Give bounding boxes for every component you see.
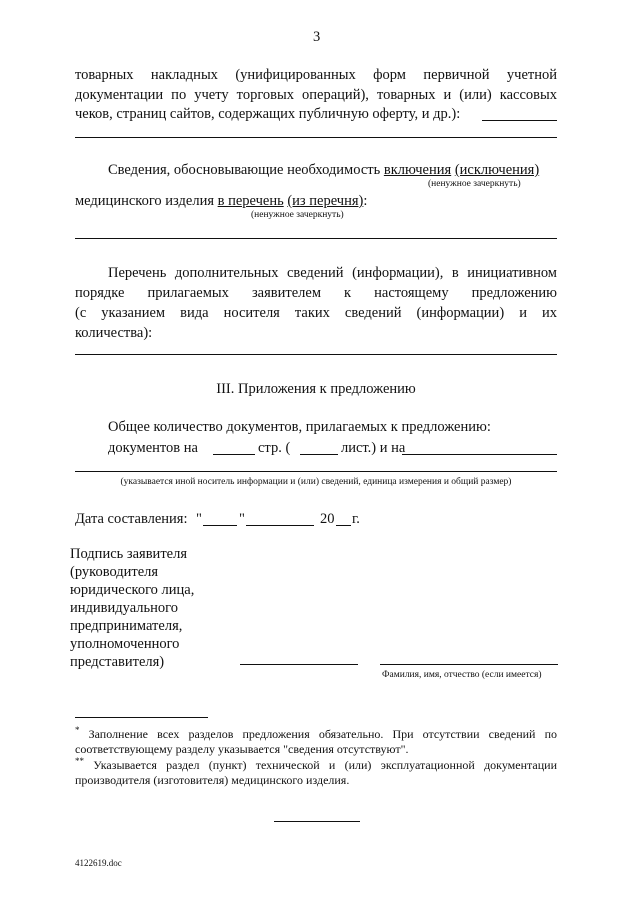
sheets-label: лист.) и на [341,440,406,456]
from-list-option: (из перечня) [287,193,364,209]
signature-label-line: индивидуального [70,600,178,616]
year-prefix: 20 [320,511,335,527]
footnote-line: соответствующему разделу указывается "сведения отсутствуют". [75,742,409,756]
exclusion-option: (исключения) [454,162,540,178]
footnote-mark: * [75,725,80,735]
name-line [380,664,558,665]
name-note: Фамилия, имя, отчество (если имеется) [382,670,542,680]
year-suffix: г. [352,511,360,527]
quote-open: " [196,511,202,527]
signature-label-line: юридического лица, [70,582,195,598]
fill-in-line [75,238,557,239]
signature-label-line: уполномоченного [70,636,180,652]
justification-text: Сведения, обосновывающие необходимость [108,162,381,178]
pages-label: стр. ( [258,440,291,456]
paragraph-line: Перечень дополнительных сведений (информации), в инициативном [108,265,557,281]
footnote-separator [75,717,208,718]
signature-line [240,664,358,665]
paragraph-line [75,193,367,209]
docs-on-label: документов на [108,440,198,456]
date-label: Дата составления: [75,511,188,527]
fill-in-line [75,471,557,472]
signature-label-line: (руководителя [70,564,159,580]
footnote-mark: ** [75,756,84,766]
signature-label-line: представителя) [70,654,165,670]
device-text: медицинского изделия [75,193,214,209]
attachments-line: Общее количество документов, прилагаемых к предложению: [108,419,491,435]
attachments-note: (указывается иной носитель информации и (или) сведений, единица измерения и общий размер) [120,477,512,487]
file-name: 4122619.doc [75,858,122,868]
end-separator [274,821,360,822]
fill-in-line [300,454,338,455]
fill-in-line [402,454,557,455]
paragraph-line: чеков, страниц сайтов, содержащих публичную оферту, и др.): [75,106,461,122]
fill-in-line [203,525,237,526]
colon: : [363,193,368,209]
to-list-option: в перечень [217,193,284,209]
fill-in-line [482,120,557,121]
quote-close: " [239,511,245,527]
footnote-line: производителя (изготовителя) медицинского изделия. [75,773,350,787]
fill-in-line [75,354,557,355]
signature-label-line: Подпись заявителя [70,546,187,562]
paragraph-line: товарных накладных (унифицированных форм первичной учетной [75,67,557,83]
paragraph-line [108,162,539,178]
paragraph-line: количества): [75,325,153,341]
fill-in-line [213,454,255,455]
section-heading: III. Приложения к предложению [216,381,416,397]
strike-note: (ненужное зачеркнуть) [428,179,521,189]
paragraph-line: документации по учету торговых операций), товарных и (или) кассовых [75,87,557,103]
signature-label-line: предпринимателя, [70,618,183,634]
paragraph-line: (с указанием вида носителя таких сведений (информации) и их [75,305,557,321]
inclusion-option: включения [383,162,452,178]
page-number: 3 [313,29,321,45]
paragraph-line: порядке прилагаемых заявителем к настоящему предложению [75,285,557,301]
footnote-line: * Заполнение всех разделов предложения обязательно. При отсутствии сведений по [75,725,558,741]
fill-in-line [75,137,557,138]
footnote-line: ** Указывается раздел (пункт) технической и (или) эксплуатационной документации [75,756,557,772]
fill-in-line [336,525,351,526]
fill-in-line [246,525,314,526]
strike-note: (ненужное зачеркнуть) [251,210,344,220]
